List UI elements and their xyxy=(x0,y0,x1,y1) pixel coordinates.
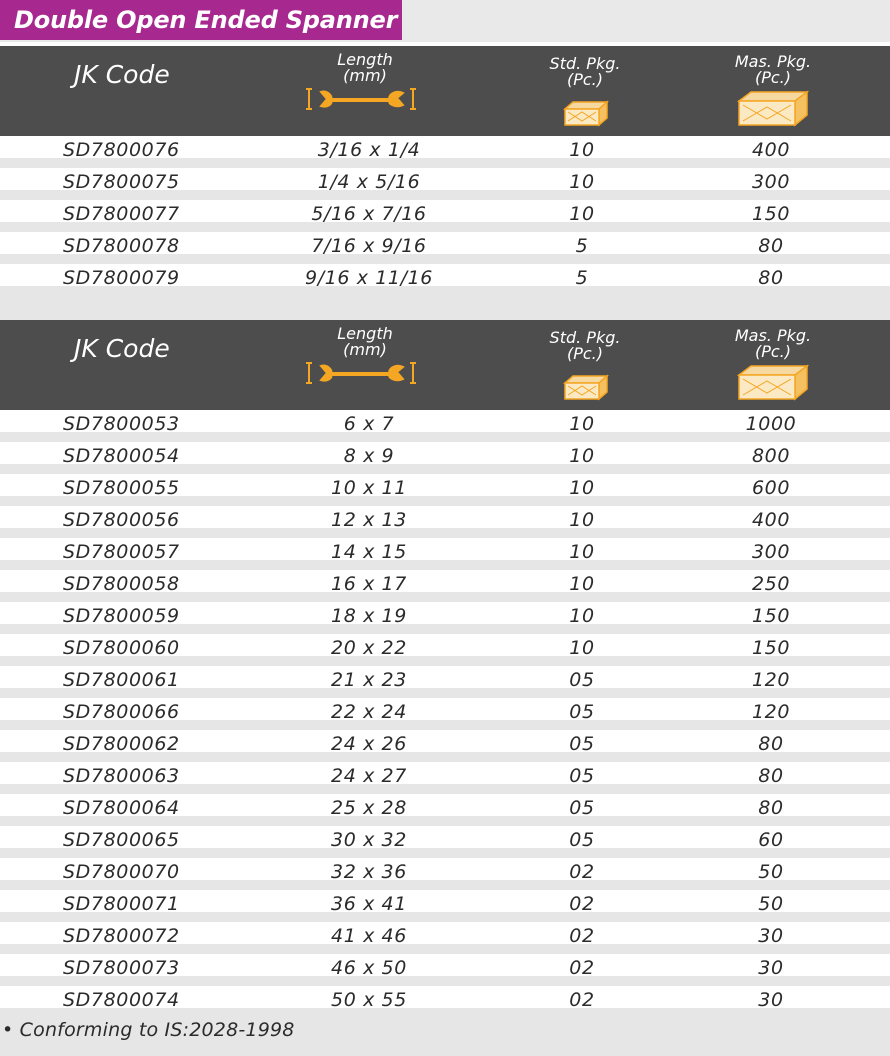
cell-std-pkg: 02 xyxy=(569,861,595,883)
cell-length: 7/16 x 9/16 xyxy=(311,235,427,257)
cell-std-pkg: 10 xyxy=(569,509,595,531)
cell-std-pkg: 05 xyxy=(569,669,595,691)
cell-jk-code: SD7800059 xyxy=(63,605,180,627)
cell-mas-pkg: 150 xyxy=(751,637,791,659)
cell-std-pkg: 10 xyxy=(569,477,595,499)
cell-jk-code: SD7800077 xyxy=(63,203,180,225)
table-row xyxy=(0,264,890,296)
header-length-line2: (mm) xyxy=(343,340,387,359)
cell-std-pkg: 10 xyxy=(569,637,595,659)
cell-jk-code: SD7800070 xyxy=(63,861,180,883)
cell-jk-code: SD7800063 xyxy=(63,765,180,787)
cell-length: 10 x 11 xyxy=(331,477,407,499)
cell-mas-pkg: 250 xyxy=(751,573,791,595)
cell-jk-code: SD7800057 xyxy=(63,541,180,563)
header-length xyxy=(305,52,425,84)
cell-jk-code: SD7800058 xyxy=(63,573,180,595)
table-body xyxy=(0,410,890,1018)
cell-std-pkg: 10 xyxy=(569,605,595,627)
big-box-icon xyxy=(737,89,809,127)
table-separator xyxy=(0,296,890,320)
table-row xyxy=(0,826,890,858)
table-row xyxy=(0,200,890,232)
header-mas-pkg xyxy=(713,328,833,360)
table-row xyxy=(0,922,890,954)
cell-std-pkg: 10 xyxy=(569,413,595,435)
cell-jk-code: SD7800056 xyxy=(63,509,180,531)
cell-std-pkg: 02 xyxy=(569,957,595,979)
cell-length: 20 x 22 xyxy=(331,637,407,659)
small-box-icon xyxy=(563,99,609,127)
cell-mas-pkg: 80 xyxy=(758,733,784,755)
cell-std-pkg: 05 xyxy=(569,797,595,819)
cell-mas-pkg: 80 xyxy=(758,235,784,257)
header-std-line2: (Pc.) xyxy=(566,70,603,89)
cell-jk-code: SD7800066 xyxy=(63,701,180,723)
cell-length: 32 x 36 xyxy=(331,861,407,883)
cell-length: 25 x 28 xyxy=(331,797,407,819)
cell-mas-pkg: 300 xyxy=(751,171,791,193)
cell-jk-code: SD7800074 xyxy=(63,989,180,1011)
cell-mas-pkg: 300 xyxy=(751,541,791,563)
header-std-pkg xyxy=(525,56,645,88)
cell-std-pkg: 10 xyxy=(569,171,595,193)
cell-mas-pkg: 600 xyxy=(751,477,791,499)
cell-std-pkg: 05 xyxy=(569,765,595,787)
cell-length: 18 x 19 xyxy=(331,605,407,627)
cell-std-pkg: 10 xyxy=(569,139,595,161)
header-std-line1: Std. Pkg. xyxy=(549,328,621,347)
cell-jk-code: SD7800079 xyxy=(63,267,180,289)
table-row xyxy=(0,506,890,538)
cell-std-pkg: 10 xyxy=(569,573,595,595)
table-row xyxy=(0,232,890,264)
table-row xyxy=(0,730,890,762)
cell-jk-code: SD7800064 xyxy=(63,797,180,819)
cell-length: 36 x 41 xyxy=(331,893,407,915)
spanner-icon xyxy=(303,86,419,112)
cell-std-pkg: 05 xyxy=(569,733,595,755)
header-jk-code: JK Code xyxy=(74,334,170,363)
cell-length: 24 x 27 xyxy=(331,765,407,787)
cell-mas-pkg: 80 xyxy=(758,797,784,819)
cell-jk-code: SD7800075 xyxy=(63,171,180,193)
cell-jk-code: SD7800061 xyxy=(63,669,180,691)
table-row xyxy=(0,168,890,200)
cell-jk-code: SD7800073 xyxy=(63,957,180,979)
cell-std-pkg: 05 xyxy=(569,701,595,723)
cell-length: 30 x 32 xyxy=(331,829,407,851)
table-row xyxy=(0,634,890,666)
cell-length: 41 x 46 xyxy=(331,925,407,947)
table-body xyxy=(0,136,890,296)
header-mas-pkg xyxy=(713,54,833,86)
table-header xyxy=(0,320,890,410)
spanner-table-metric xyxy=(0,320,890,1018)
cell-length: 21 x 23 xyxy=(331,669,407,691)
cell-mas-pkg: 150 xyxy=(751,605,791,627)
cell-mas-pkg: 800 xyxy=(751,445,791,467)
table-row xyxy=(0,538,890,570)
header-jk-code: JK Code xyxy=(74,60,170,89)
spanner-icon xyxy=(303,360,419,386)
header-std-pkg xyxy=(525,330,645,362)
cell-jk-code: SD7800065 xyxy=(63,829,180,851)
table-row xyxy=(0,136,890,168)
cell-std-pkg: 05 xyxy=(569,829,595,851)
cell-jk-code: SD7800071 xyxy=(63,893,180,915)
small-box-icon xyxy=(563,373,609,401)
cell-length: 12 x 13 xyxy=(331,509,407,531)
cell-mas-pkg: 50 xyxy=(758,861,784,883)
cell-length: 46 x 50 xyxy=(331,957,407,979)
cell-mas-pkg: 30 xyxy=(758,925,784,947)
cell-jk-code: SD7800076 xyxy=(63,139,180,161)
cell-length: 8 x 9 xyxy=(343,445,395,467)
cell-length: 5/16 x 7/16 xyxy=(311,203,427,225)
header-mas-line2: (Pc.) xyxy=(754,68,791,87)
table-row xyxy=(0,858,890,890)
table-row xyxy=(0,794,890,826)
cell-std-pkg: 10 xyxy=(569,203,595,225)
table-row xyxy=(0,666,890,698)
cell-length: 50 x 55 xyxy=(331,989,407,1011)
cell-length: 9/16 x 11/16 xyxy=(305,267,433,289)
title-bar xyxy=(0,0,890,42)
cell-jk-code: SD7800060 xyxy=(63,637,180,659)
cell-mas-pkg: 80 xyxy=(758,765,784,787)
cell-length: 1/4 x 5/16 xyxy=(317,171,421,193)
table-row xyxy=(0,698,890,730)
cell-length: 3/16 x 1/4 xyxy=(317,139,421,161)
cell-length: 22 x 24 xyxy=(331,701,407,723)
cell-length: 24 x 26 xyxy=(331,733,407,755)
cell-jk-code: SD7800054 xyxy=(63,445,180,467)
cell-mas-pkg: 1000 xyxy=(745,413,797,435)
cell-length: 14 x 15 xyxy=(331,541,407,563)
cell-jk-code: SD7800072 xyxy=(63,925,180,947)
cell-length: 6 x 7 xyxy=(343,413,395,435)
header-std-line2: (Pc.) xyxy=(566,344,603,363)
header-length-line1: Length xyxy=(337,324,393,343)
cell-mas-pkg: 120 xyxy=(751,701,791,723)
table-row xyxy=(0,442,890,474)
header-length-line2: (mm) xyxy=(343,66,387,85)
spanner-table-inch xyxy=(0,46,890,296)
header-length xyxy=(305,326,425,358)
table-row xyxy=(0,570,890,602)
cell-length: 16 x 17 xyxy=(331,573,407,595)
cell-mas-pkg: 60 xyxy=(758,829,784,851)
table-row xyxy=(0,602,890,634)
table-row xyxy=(0,762,890,794)
cell-mas-pkg: 400 xyxy=(751,509,791,531)
cell-mas-pkg: 150 xyxy=(751,203,791,225)
table-row xyxy=(0,890,890,922)
header-std-line1: Std. Pkg. xyxy=(549,54,621,73)
table-header xyxy=(0,46,890,136)
header-mas-line1: Mas. Pkg. xyxy=(734,52,812,71)
table-row xyxy=(0,474,890,506)
cell-std-pkg: 5 xyxy=(575,235,589,257)
cell-std-pkg: 10 xyxy=(569,541,595,563)
cell-std-pkg: 02 xyxy=(569,989,595,1011)
cell-mas-pkg: 50 xyxy=(758,893,784,915)
cell-std-pkg: 02 xyxy=(569,893,595,915)
header-mas-line1: Mas. Pkg. xyxy=(734,326,812,345)
cell-std-pkg: 10 xyxy=(569,445,595,467)
cell-jk-code: SD7800053 xyxy=(63,413,180,435)
table-row xyxy=(0,410,890,442)
header-length-line1: Length xyxy=(337,50,393,69)
cell-mas-pkg: 400 xyxy=(751,139,791,161)
cell-mas-pkg: 80 xyxy=(758,267,784,289)
cell-jk-code: SD7800055 xyxy=(63,477,180,499)
cell-std-pkg: 5 xyxy=(575,267,589,289)
cell-jk-code: SD7800062 xyxy=(63,733,180,755)
cell-mas-pkg: 30 xyxy=(758,957,784,979)
table-row xyxy=(0,986,890,1018)
footnote: • Conforming to IS:2028-1998 xyxy=(2,1019,295,1041)
table-row xyxy=(0,954,890,986)
header-mas-line2: (Pc.) xyxy=(754,342,791,361)
cell-mas-pkg: 120 xyxy=(751,669,791,691)
big-box-icon xyxy=(737,363,809,401)
cell-jk-code: SD7800078 xyxy=(63,235,180,257)
cell-mas-pkg: 30 xyxy=(758,989,784,1011)
cell-std-pkg: 02 xyxy=(569,925,595,947)
page-title: Double Open Ended Spanner xyxy=(0,0,402,40)
